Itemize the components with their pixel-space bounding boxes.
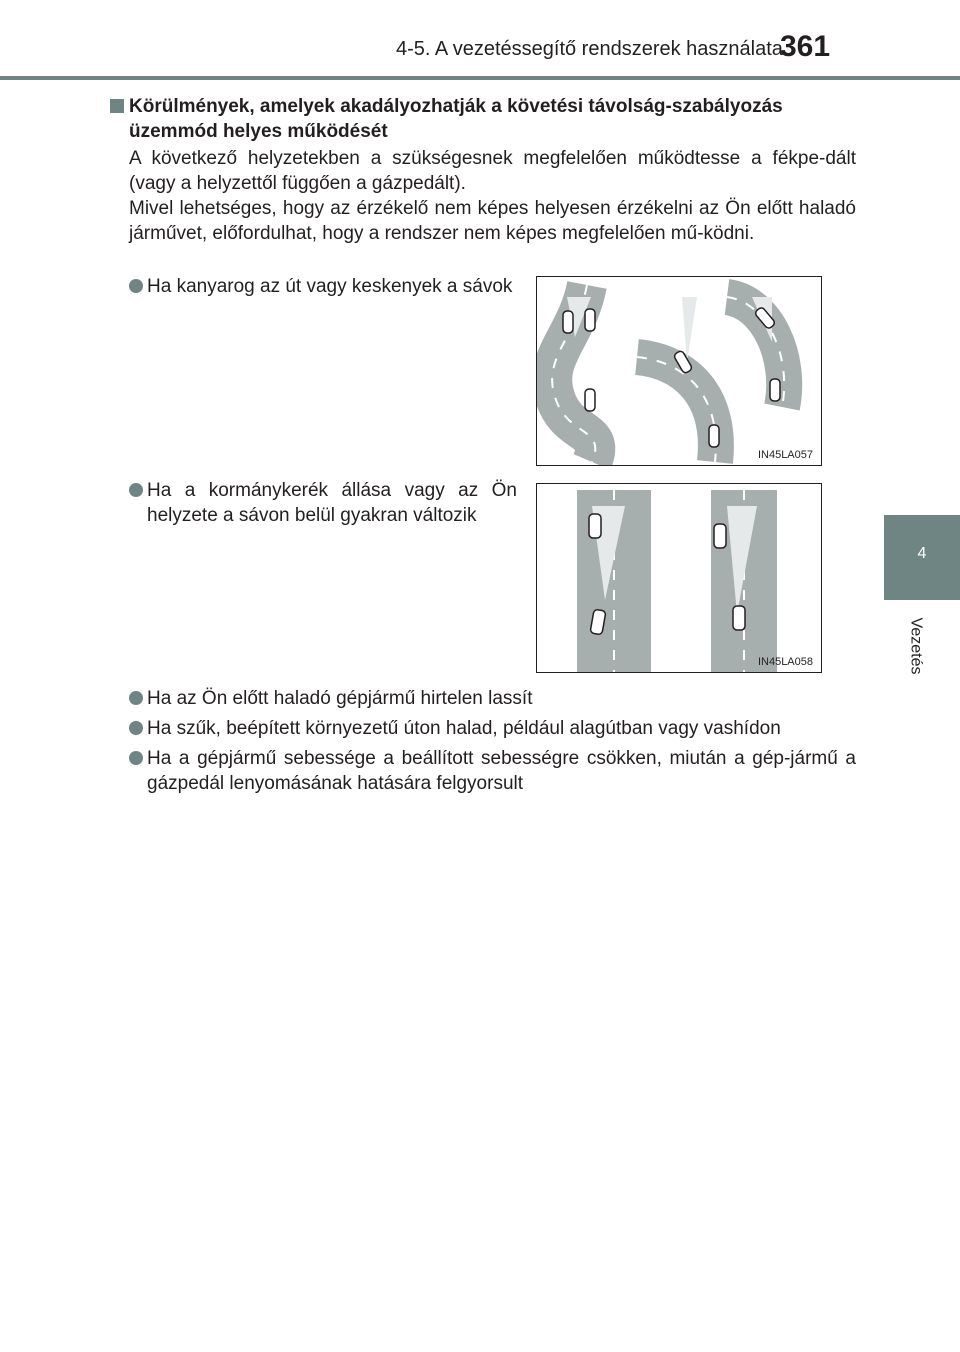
bullet-dot-icon [129, 721, 143, 735]
bullet-item-5 [129, 746, 856, 796]
figure-curved-road [536, 276, 822, 466]
figure-code-1: IN45LA057 [757, 449, 813, 461]
bullet-text-2: Ha a kormánykerék állása vagy az Ön helyzete a sávon belül gyakran változik [147, 480, 517, 526]
curved-road-illustration-icon [537, 277, 821, 465]
bullet-dot-icon [129, 483, 143, 497]
bullet-item-1 [129, 274, 517, 299]
chapter-tab-divider [884, 598, 960, 600]
bullet-dot-icon [129, 751, 143, 765]
lane-position-illustration-icon [537, 484, 821, 672]
figure-lane-position [536, 483, 822, 673]
bullet-dot-icon [129, 691, 143, 705]
chapter-label-wrap [903, 604, 927, 688]
chapter-tab [884, 515, 960, 598]
page-number: 361 [780, 30, 831, 63]
running-header-title: 4-5. A vezetéssegítő rendszerek használata [396, 38, 783, 60]
bullet-text-1: Ha kanyarog az út vagy keskenyek a sávok [147, 276, 513, 297]
bullet-text-3: Ha az Ön előtt haladó gépjármű hirtelen lassít [147, 688, 533, 709]
header-rule [0, 76, 960, 80]
bullet-item-2 [129, 478, 517, 528]
section-heading-text: Körülmények, amelyek akadályozhatják a követési távolság-szabályozás üzemmód helyes működését [129, 96, 783, 142]
chapter-label: Vezetés [907, 617, 924, 675]
paragraph-1: A következő helyzetekben a szükségesnek megfelelően működtesse a fékpe-dált (vagy a helyzettől függően a gázpedált). [129, 148, 856, 194]
paragraph-2: Mivel lehetséges, hogy az érzékelő nem képes helyesen érzékelni az Ön előtt haladó járművet, előfordulhat, hogy a rendszer nem képes megfelelően mű-ködni. [129, 198, 856, 244]
bullet-item-4 [129, 716, 856, 741]
bullet-dot-icon [129, 279, 143, 293]
figure-code-2: IN45LA058 [757, 656, 813, 668]
bullet-text-5: Ha a gépjármű sebessége a beállított sebességre csökken, miután a gép-jármű a gázpedál lenyomásának hatására felgyorsult [147, 748, 856, 794]
heading-square-icon [110, 99, 124, 113]
bullet-item-3 [129, 686, 856, 711]
section-heading [110, 94, 860, 144]
bullet-text-4: Ha szűk, beépített környezetű úton halad, például alagútban vagy vashídon [147, 718, 781, 739]
chapter-number: 4 [917, 545, 927, 562]
